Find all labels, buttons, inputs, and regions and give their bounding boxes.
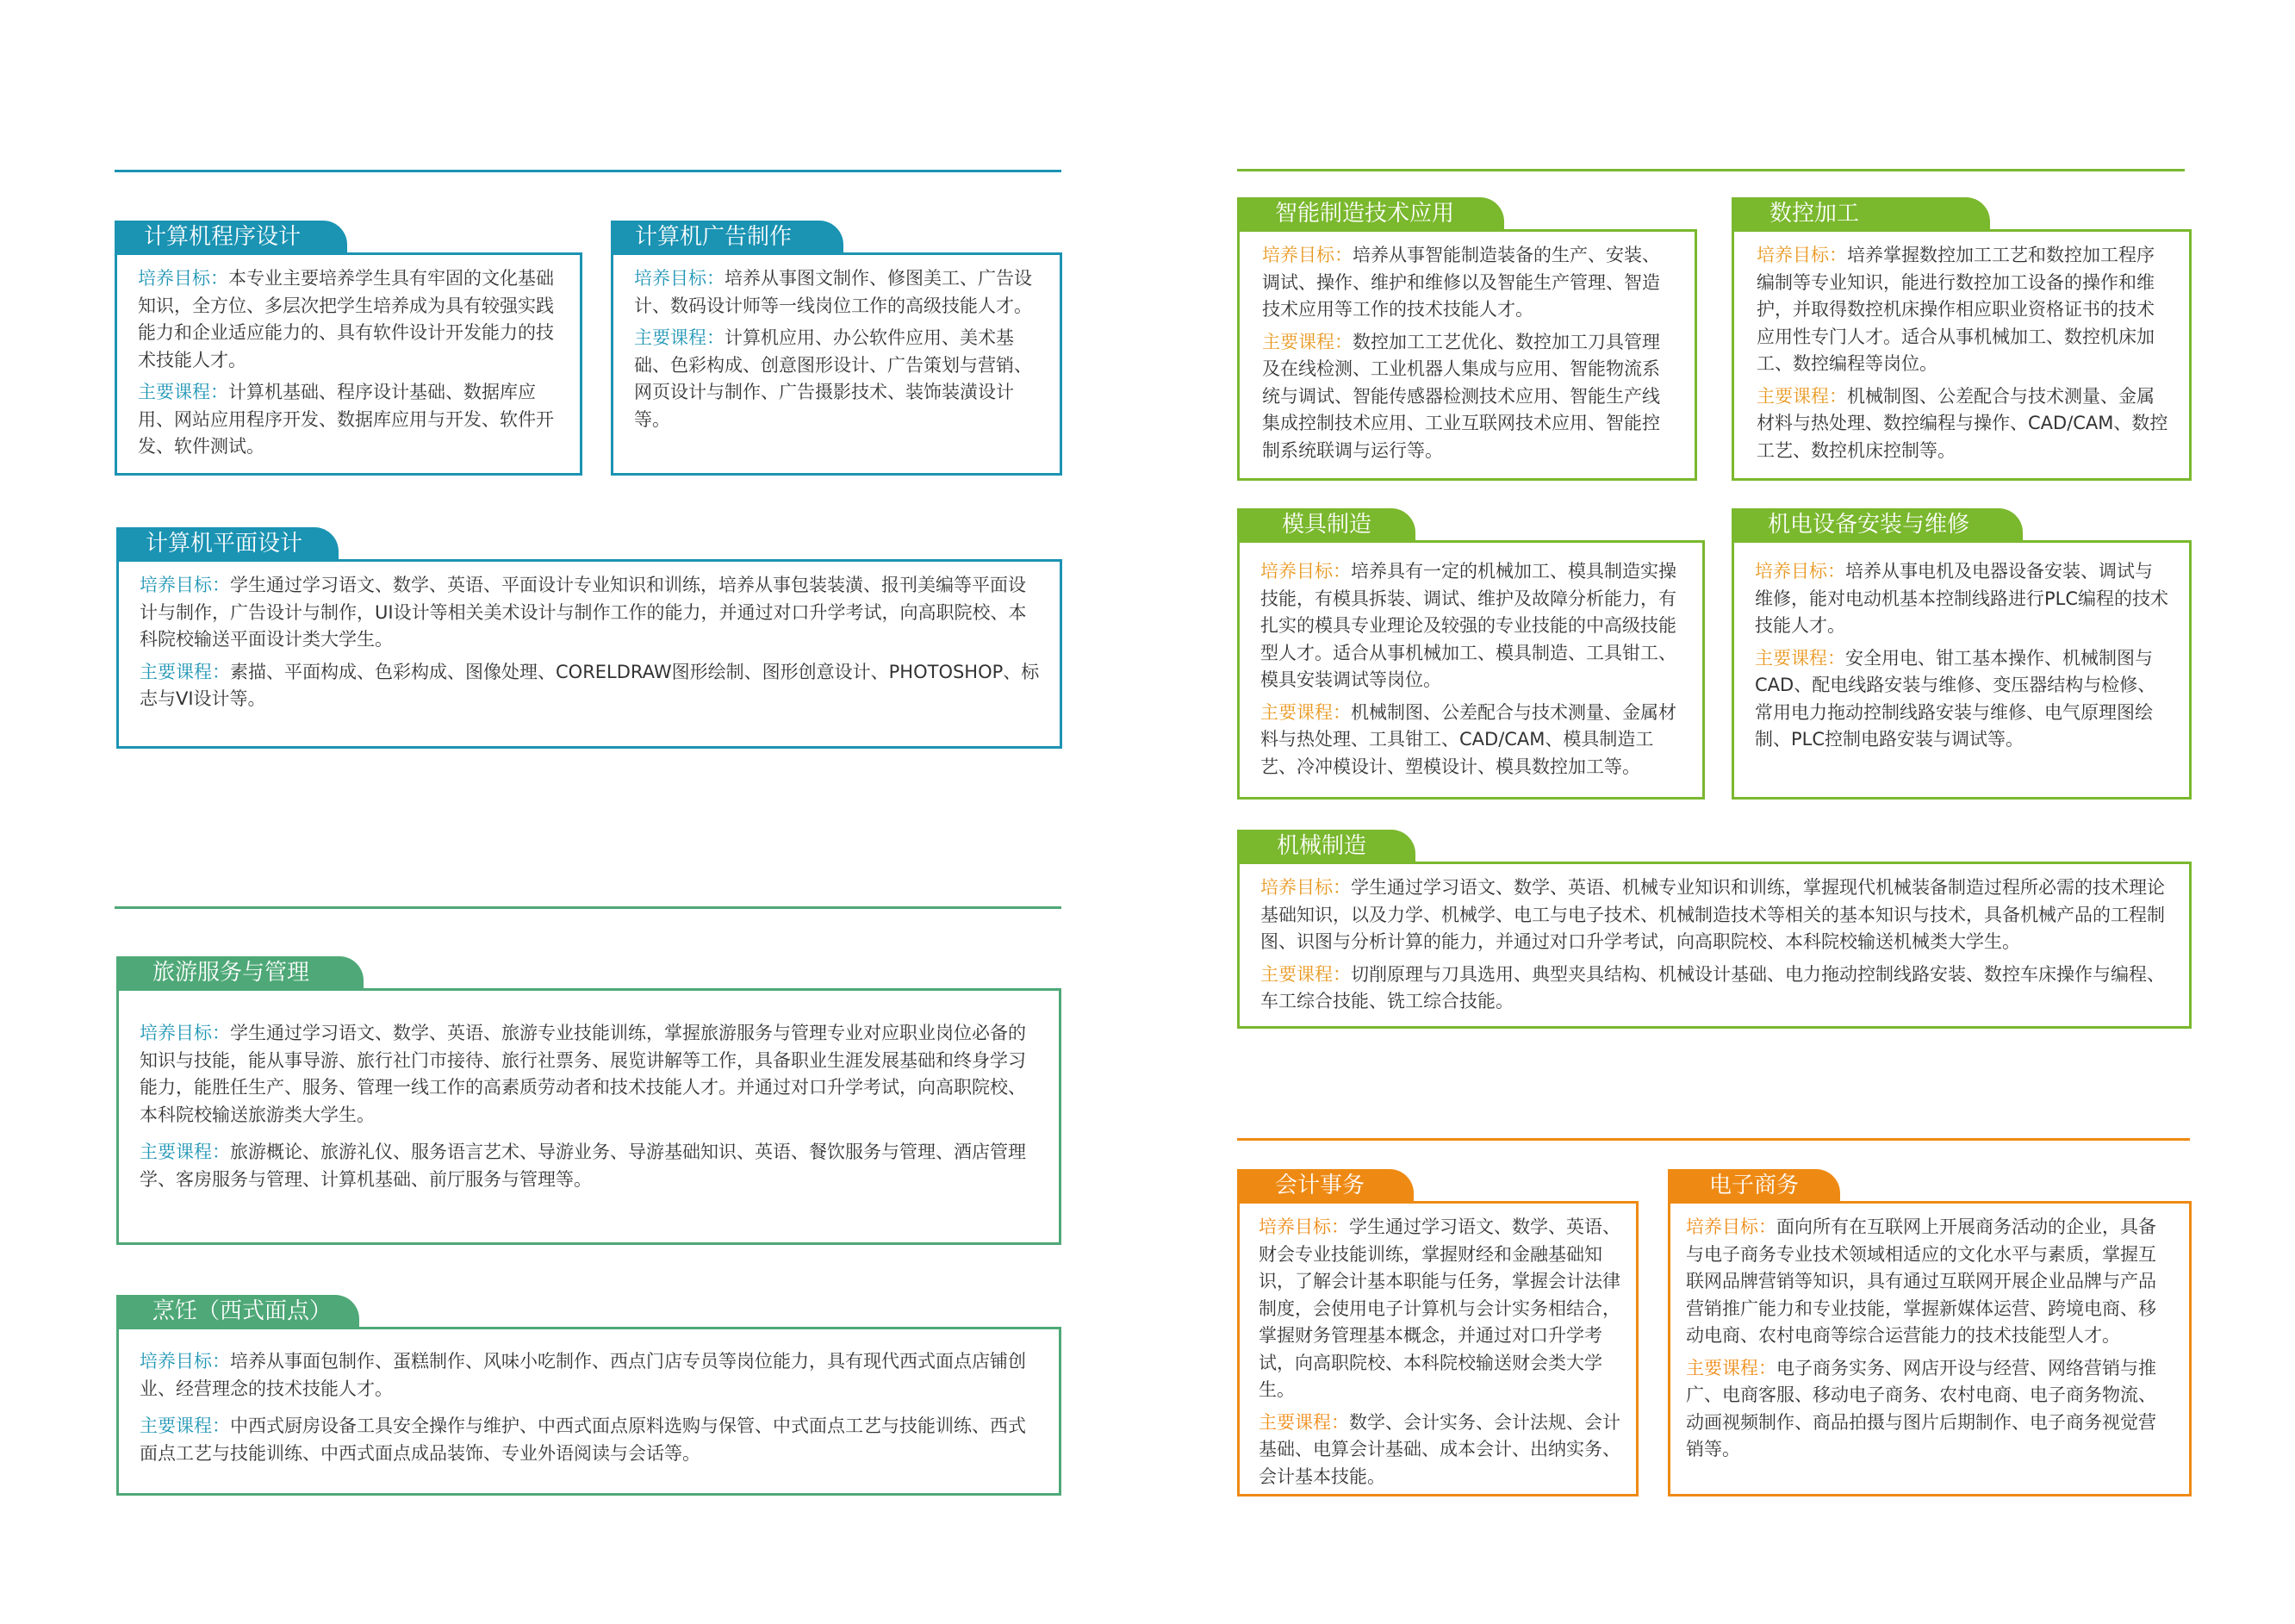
program-title: 智能制造技术应用 xyxy=(1237,197,1504,230)
courses-text: 中西式厨房设备工具安全操作与维护、中西式面点原料选购与保管、中式面点工艺与技能训练、西式面点工艺与技能训练、中西式面点成品装饰、专业外语阅读与会话等。 xyxy=(140,1416,1026,1464)
goal-label: 培养目标： xyxy=(1757,245,1847,265)
courses-paragraph xyxy=(140,1413,1040,1467)
program-body xyxy=(1668,1201,2192,1496)
goal-text: 本专业主要培养学生具有牢固的文化基础知识，全方位、多层次把学生培养成为具有较强实践能力和企业适应能力的、具有软件设计开发能力的技术技能人才。 xyxy=(138,268,554,370)
courses-label: 主要课程： xyxy=(1260,963,1351,985)
section-rule-computer xyxy=(115,170,1061,172)
goal-paragraph xyxy=(1260,558,1683,694)
goal-label: 培养目标： xyxy=(1755,561,1845,582)
goal-paragraph xyxy=(1259,1214,1624,1404)
program-card-mechanical-manufacturing xyxy=(1237,830,2192,1029)
program-title: 机械制造 xyxy=(1237,830,1415,862)
courses-paragraph xyxy=(140,1139,1040,1193)
program-card-computer-graphic-design xyxy=(116,527,1062,749)
goal-text: 学生通过学习语文、数学、英语、财会专业技能训练，掌握财经和金融基础知识，了解会计基本职能与任务，掌握会计法律制度，会使用电子计算机与会计实务相结合，掌握财务管理基本概念，并通过对口升学考试，向高职院校、本科院校输送财会类大学生。 xyxy=(1259,1216,1620,1400)
program-card-computer-programming xyxy=(115,221,582,476)
goal-paragraph xyxy=(140,1020,1040,1129)
program-card-e-commerce xyxy=(1668,1169,2192,1496)
goal-label: 培养目标： xyxy=(140,1351,230,1372)
courses-paragraph xyxy=(1260,961,2170,1016)
goal-label: 培养目标： xyxy=(1259,1216,1349,1237)
courses-label: 主要课程： xyxy=(1259,1411,1349,1433)
section-rule-mechanical xyxy=(1237,169,2185,171)
program-body xyxy=(1237,1201,1639,1496)
courses-paragraph xyxy=(140,659,1041,713)
program-title: 数控加工 xyxy=(1732,197,1990,230)
program-body xyxy=(116,1327,1061,1496)
program-title: 计算机广告制作 xyxy=(611,221,843,253)
program-card-computer-advertising xyxy=(611,221,1062,476)
goal-text: 学生通过学习语文、数学、英语、旅游专业技能训练，掌握旅游服务与管理专业对应职业岗位必备的知识与技能，能从事导游、旅行社门市接待、旅行社票务、展览讲解等工作，具备职业生涯发展基础和终身学习能力，能胜任生产、服务、管理一线工作的高素质劳动者和技术技能人才。并通过对口升学考试，向高职院校、本科院校输送旅游类大学生。 xyxy=(140,1023,1026,1125)
program-body xyxy=(1237,862,2192,1029)
program-body xyxy=(116,988,1061,1245)
courses-label: 主要课程： xyxy=(1686,1357,1776,1378)
courses-label: 主要课程： xyxy=(140,1416,230,1436)
courses-text: 切削原理与刀具选用、典型夹具结构、机械设计基础、电力拖动控制线路安装、数控车床操作与编程、车工综合技能、铣工综合技能。 xyxy=(1260,963,2165,1011)
goal-label: 培养目标： xyxy=(140,575,230,595)
program-title: 会计事务 xyxy=(1237,1169,1414,1202)
goal-text: 培养掌握数控加工工艺和数控加工程序编制等专业知识，能进行数控加工设备的操作和维护，并取得数控机床操作相应职业资格证书的技术应用性专门人才。适合从事机械加工、数控机床加工、数控编程等岗位。 xyxy=(1757,245,2155,374)
goal-text: 面向所有在互联网上开展商务活动的企业，具备与电子商务专业技术领域相适应的文化水平与素质，掌握互联网品牌营销等知识，具有通过互联网开展企业品牌与产品营销推广能力和专业技能，掌握新媒体运营、跨境电商、移动电商、农村电商等综合运营能力的技术技能型人才。 xyxy=(1686,1216,2156,1346)
program-body xyxy=(1732,229,2192,481)
program-title: 计算机程序设计 xyxy=(115,221,347,253)
goal-paragraph xyxy=(138,265,561,374)
goal-label: 培养目标： xyxy=(1260,561,1351,582)
courses-label: 主要课程： xyxy=(1260,701,1351,723)
courses-text: 旅游概论、旅游礼仪、服务语言艺术、导游业务、导游基础知识、英语、餐饮服务与管理、酒店管理学、客房服务与管理、计算机基础、前厅服务与管理等。 xyxy=(140,1142,1026,1190)
program-card-electromechanical xyxy=(1732,508,2192,800)
goal-text: 学生通过学习语文、数学、英语、平面设计专业知识和训练，培养从事包装装潢、报刊美编等平面设计与制作，广告设计与制作，UI设计等相关美术设计与制作工作的能力，并通过对口升学考试，向高职院校、本科院校输送平面设计类大学生。 xyxy=(140,575,1027,650)
courses-paragraph xyxy=(1757,383,2170,465)
program-body xyxy=(115,252,582,476)
courses-label: 主要课程： xyxy=(140,661,230,682)
goal-paragraph xyxy=(1757,242,2170,378)
goal-paragraph xyxy=(1262,242,1676,324)
program-title: 旅游服务与管理 xyxy=(116,956,364,989)
program-body xyxy=(1732,540,2192,800)
goal-text: 培养从事图文制作、修图美工、广告设计、数码设计师等一线岗位工作的高级技能人才。 xyxy=(634,268,1032,316)
goal-paragraph xyxy=(634,265,1041,320)
courses-paragraph xyxy=(1755,645,2170,754)
goal-text: 培养从事电机及电器设备安装、调试与维修，能对电动机基本控制线路进行PLC编程的技术技能人才。 xyxy=(1755,561,2169,636)
courses-label: 主要课程： xyxy=(634,327,725,348)
program-body xyxy=(1237,229,1697,481)
goal-label: 培养目标： xyxy=(1686,1216,1776,1237)
goal-label: 培养目标： xyxy=(138,268,228,289)
goal-label: 培养目标： xyxy=(1260,877,1351,898)
program-card-western-pastry xyxy=(116,1295,1061,1496)
program-title: 模具制造 xyxy=(1237,508,1415,541)
courses-paragraph xyxy=(634,325,1041,433)
courses-label: 主要课程： xyxy=(1755,647,1845,669)
goal-label: 培养目标： xyxy=(140,1023,230,1043)
section-rule-tourism xyxy=(115,906,1061,909)
courses-paragraph xyxy=(138,379,561,461)
courses-label: 主要课程： xyxy=(140,1142,230,1162)
goal-paragraph xyxy=(1260,874,2170,956)
goal-paragraph xyxy=(140,572,1041,654)
courses-paragraph xyxy=(1262,329,1676,465)
courses-text: 计算机应用、办公软件应用、美术基础、色彩构成、创意图形设计、广告策划与营销、网页设计与制作、广告摄影技术、装饰装潢设计等。 xyxy=(634,327,1032,430)
program-card-tourism xyxy=(116,956,1061,1245)
courses-label: 主要课程： xyxy=(1757,385,1847,407)
courses-paragraph xyxy=(1260,700,1683,781)
section-rule-commerce xyxy=(1237,1138,2190,1141)
goal-label: 培养目标： xyxy=(1262,245,1353,265)
goal-label: 培养目标： xyxy=(634,268,725,289)
program-title: 计算机平面设计 xyxy=(116,527,339,560)
courses-label: 主要课程： xyxy=(1262,331,1353,352)
courses-paragraph xyxy=(1259,1409,1624,1491)
courses-text: 数学、会计实务、会计法规、会计基础、电算会计基础、成本会计、出纳实务、会计基本技能。 xyxy=(1259,1411,1620,1487)
program-card-cnc-machining xyxy=(1732,197,2192,481)
program-body xyxy=(611,252,1062,476)
program-body xyxy=(116,559,1062,749)
goal-text: 培养从事智能制造装备的生产、安装、调试、操作、维护和维修以及智能生产管理、智造技术应用等工作的技术技能人才。 xyxy=(1262,245,1660,320)
program-body xyxy=(1237,540,1705,800)
courses-text: 电子商务实务、网店开设与经营、网络营销与推广、电商客服、移动电子商务、农村电商、电子商务物流、动画视频制作、商品拍摄与图片后期制作、电子商务视觉营销等。 xyxy=(1686,1357,2156,1459)
goal-text: 学生通过学习语文、数学、英语、机械专业知识和训练，掌握现代机械装备制造过程所必需的技术理论基础知识，以及力学、机械学、电工与电子技术、机械制造技术等相关的基本知识与技术，具备机械产品的工程制图、识图与分析计算的能力，并通过对口升学考试，向高职院校、本科院校输送机械类大学生。 xyxy=(1260,877,2165,952)
program-title: 电子商务 xyxy=(1668,1169,1840,1202)
courses-text: 机械制图、公差配合与技术测量、金属材料与热处理、工具钳工、CAD/CAM、模具制造工艺、冷冲模设计、塑模设计、模具数控加工等。 xyxy=(1260,701,1676,777)
program-title: 机电设备安装与维修 xyxy=(1732,508,2023,541)
program-card-accounting xyxy=(1237,1169,1639,1496)
goal-paragraph xyxy=(140,1348,1040,1403)
program-card-smart-manufacturing xyxy=(1237,197,1697,481)
goal-paragraph xyxy=(1755,558,2170,640)
goal-text: 培养从事面包制作、蛋糕制作、风味小吃制作、西点门店专员等岗位能力，具有现代西式面点店铺创业、经营理念的技术技能人才。 xyxy=(140,1351,1026,1399)
courses-paragraph xyxy=(1686,1355,2170,1464)
courses-text: 安全用电、钳工基本操作、机械制图与CAD、配电线路安装与维修、变压器结构与检修、常用电力拖动控制线路安装与维修、电气原理图绘制、PLC控制电路安装与调试等。 xyxy=(1755,647,2156,750)
program-title: 烹饪（西式面点） xyxy=(116,1295,359,1328)
goal-paragraph xyxy=(1686,1214,2170,1350)
goal-text: 培养具有一定的机械加工、模具制造实操技能，有模具拆装、调试、维护及故障分析能力，有扎实的模具专业理论及较强的专业技能的中高级技能型人才。适合从事机械加工、模具制造、工具钳工、模具安装调试等岗位。 xyxy=(1260,561,1676,690)
courses-text: 素描、平面构成、色彩构成、图像处理、CORELDRAW图形绘制、图形创意设计、PHOTOSHOP、标志与VI设计等。 xyxy=(140,661,1040,709)
program-card-mold-making xyxy=(1237,508,1705,800)
courses-text: 计算机基础、程序设计基础、数据库应用、网站应用程序开发、数据库应用与开发、软件开发、软件测试。 xyxy=(138,382,554,457)
courses-label: 主要课程： xyxy=(138,382,228,402)
courses-text: 数控加工工艺优化、数控加工刀具管理及在线检测、工业机器人集成与应用、智能物流系统与调试、智能传感器检测技术应用、智能生产线集成控制技术应用、工业互联网技术应用、智能控制系统联调与运行等。 xyxy=(1262,331,1660,461)
courses-text: 机械制图、公差配合与技术测量、金属材料与热处理、数控编程与操作、CAD/CAM、数控工艺、数控机床控制等。 xyxy=(1757,385,2168,461)
